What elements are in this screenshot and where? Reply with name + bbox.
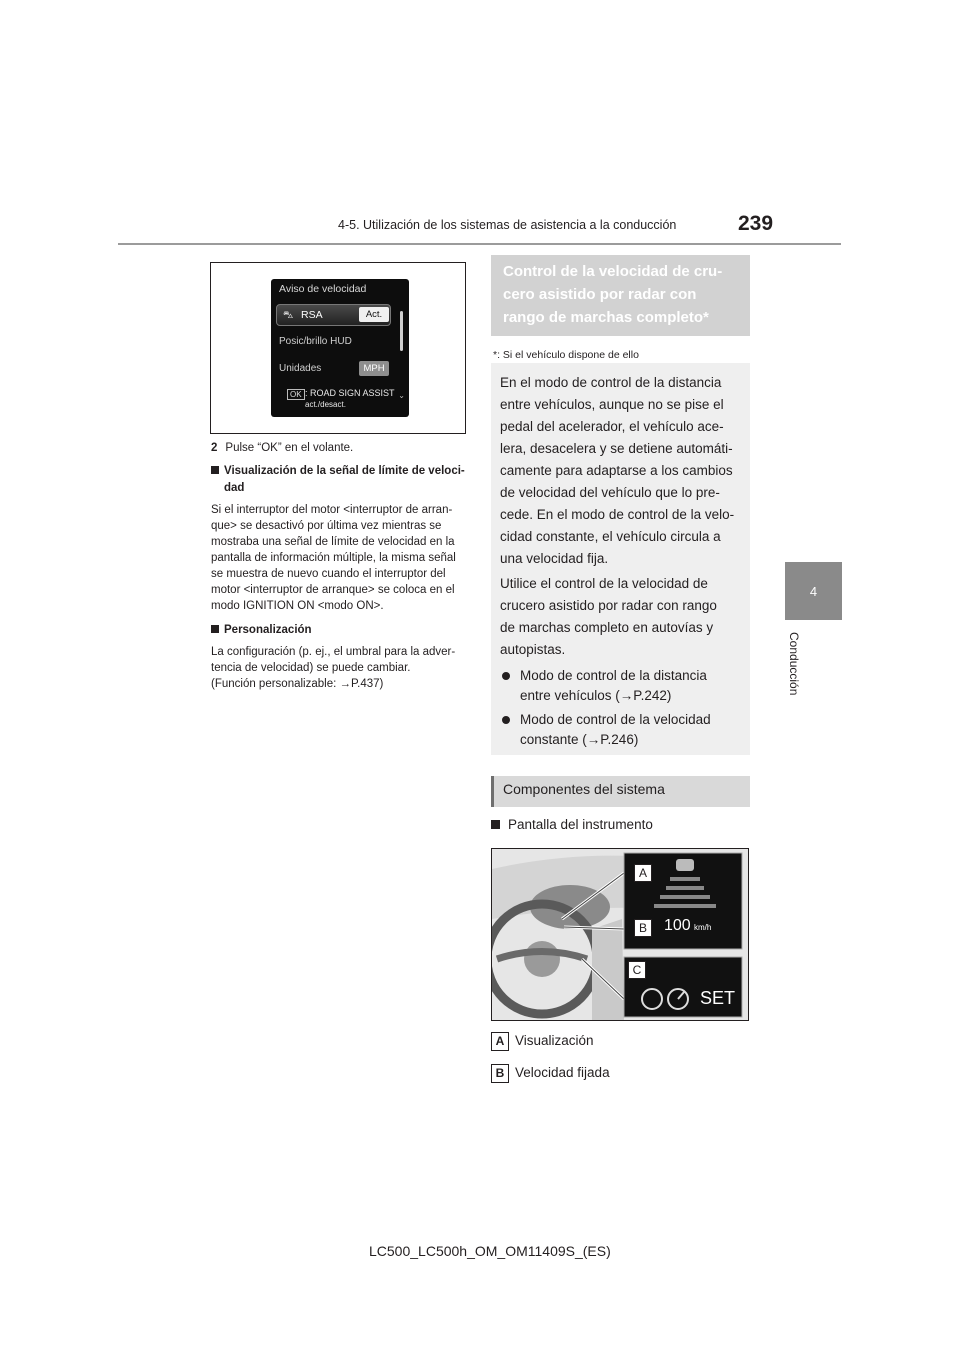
scrollbar xyxy=(400,311,403,351)
subheading-speed-sign: Visualización de la señal de límite de veloci- xyxy=(211,465,465,477)
units-label: Unidades xyxy=(279,363,322,374)
legend-item-a: A Visualización xyxy=(491,1032,691,1052)
section-title: 4-5. Utilización de los sistemas de asistencia a la conducción xyxy=(338,218,677,232)
callout-c: C xyxy=(628,961,646,979)
set-indicator: SET xyxy=(700,988,736,1008)
hud-label: Posic/brillo HUD xyxy=(279,336,352,347)
subheading-instrument: Pantalla del instrumento xyxy=(491,817,653,832)
subheading-personalization: Personalización xyxy=(211,624,312,636)
section-header-components: Componentes del sistema xyxy=(503,781,665,797)
bullet-item: Modo de control de la distancia entre vehículos (→P.242) xyxy=(502,666,747,708)
info-paragraph-2: Utilice el control de la velocidad de crucero asistido por radar con rango de marchas completo en autovías y autopistas. xyxy=(500,576,717,657)
screen-footer-line2: act./desact. xyxy=(305,400,346,409)
paragraph-speed-sign: Si el interruptor del motor <interruptor de arran- que> se desactivó por última vez mientras se mostraba una señal de límite de velocidad en la pantalla de información múltiple, la misma señal se muestra de nuevo cuando el interruptor del motor <interruptor de arranque> se coloca en el modo IGNITION ON <modo ON>. xyxy=(211,504,456,612)
square-bullet-icon xyxy=(491,820,500,829)
screen-title: Aviso de velocidad xyxy=(279,283,367,295)
chapter-label: Conducción xyxy=(787,632,801,696)
header-rule xyxy=(118,243,841,245)
bullet-dot-icon xyxy=(502,672,510,680)
footnote: *: Si el vehículo dispone de ello xyxy=(493,349,639,361)
square-bullet-icon xyxy=(211,466,219,474)
speed-unit: km/h xyxy=(694,923,712,932)
callout-b: B xyxy=(634,919,652,937)
step-number: 2 xyxy=(211,442,218,454)
square-bullet-icon xyxy=(211,625,219,633)
callout-a: A xyxy=(634,864,652,882)
step-2 xyxy=(211,442,353,454)
chapter-tab: 4 xyxy=(785,562,842,620)
rsa-value: Act. xyxy=(359,307,389,322)
page-link[interactable]: constante (→P.246) xyxy=(520,732,639,747)
section-header-acc: Control de la velocidad de cru- cero asistido por radar con rango de marchas completo* xyxy=(503,263,723,326)
bullet-item: Modo de control de la velocidad constante (→P.246) xyxy=(502,710,747,752)
page-link[interactable]: entre vehículos (→P.242) xyxy=(520,688,672,703)
subheading-speed-sign-cont: dad xyxy=(224,482,245,494)
step-text: Pulse “OK” en el volante. xyxy=(225,442,354,454)
page-number: 239 xyxy=(738,212,774,235)
paragraph-personalization: La configuración (p. ej., el umbral para la adver- tencia de velocidad) se puede cambiar. (Función personalizable: →P.437) xyxy=(211,646,456,690)
units-value: MPH xyxy=(359,361,389,376)
info-paragraph-1: En el modo de control de la distancia entre vehículos, aunque no se pise el pedal del acelerador, el vehículo ace- lera, desacelera y se detiene automáti- camente para adaptarse a los cambios de velocidad del vehículo que lo pre- cede. En el modo de control de la velo- cidad constante, el vehículo circula a una velocidad fija. xyxy=(500,375,735,566)
car-sign-icon: ⛍ xyxy=(283,310,294,321)
screen-footer-line1: : ROAD SIGN ASSIST xyxy=(305,388,395,398)
ok-button-glyph: OK xyxy=(287,389,305,400)
speed-value: 100 xyxy=(664,917,691,934)
chevron-down-icon: ⌄ xyxy=(398,391,405,400)
legend-item-b: B Velocidad fijada xyxy=(491,1064,691,1084)
display-screen xyxy=(271,279,409,417)
rsa-label: RSA xyxy=(301,309,323,321)
bullet-dot-icon xyxy=(502,716,510,724)
document-code: LC500_LC500h_OM_OM11409S_(ES) xyxy=(369,1243,611,1259)
instrument-illustration xyxy=(491,848,749,1021)
